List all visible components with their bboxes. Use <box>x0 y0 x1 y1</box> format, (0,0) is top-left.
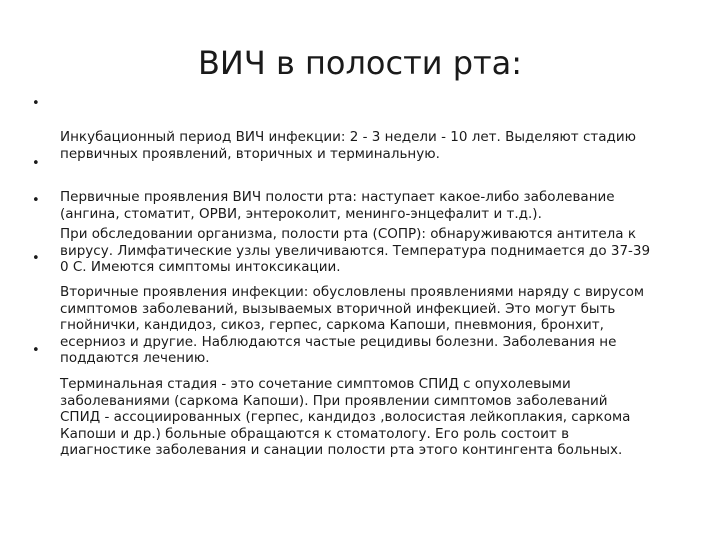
slide-title: ВИЧ в полости рта: <box>197 44 523 83</box>
bullet-marker: • <box>32 193 40 208</box>
bullet-text: Терминальная стадия - это сочетание симптомов СПИД с опухолевыми заболеваниями (саркома Капоши). При проявлении симптомов заболеваний СПИД - ассоциированных (герпес, кандидоз ,волосистая лейкоплакия, саркома Капоши и др.) больные обращаются к стоматологу. Его роль состоит в диагностике заболевания и санации полости рта этого контингента больных. <box>60 376 631 458</box>
bullet-text: При обследовании организма, полости рта (СОПР): обнаруживаются антитела к вирусу. Лимфатические узлы увеличиваются. Температура поднимается до 37-39 0 С. Имеются симптомы интоксикации. <box>60 226 651 275</box>
bullet-item-terminal <box>32 343 692 459</box>
bullet-text: Вторичные проявления инфекции: обусловлены проявлениями наряду с вирусом симптомов заболеваний, вызываемых вторичной инфекцией. Это могут быть гнойнички, кандидоз, сикоз, герпес, саркома Капоши, пневмония, бронхит, есерниоз и другие. Наблюдаются частые рецидивы болезни. Заболевания не поддаются лечению. <box>60 284 645 366</box>
bullet-marker: • <box>32 251 40 266</box>
bullet-item-incubation <box>32 96 692 162</box>
bullet-marker: • <box>32 343 40 358</box>
bullet-marker: • <box>32 96 40 111</box>
bullet-text: Инкубационный период ВИЧ инфекции: 2 - 3 недели - 10 лет. Выделяют стадию первичных проявлений, вторичных и терминальную. <box>60 129 636 162</box>
bullet-text: Первичные проявления ВИЧ полости рта: наступает какое-либо заболевание (ангина, стоматит, ОРВИ, энтероколит, менинго-энцефалит и т.д.). <box>60 189 615 222</box>
bullet-marker: • <box>32 156 40 171</box>
